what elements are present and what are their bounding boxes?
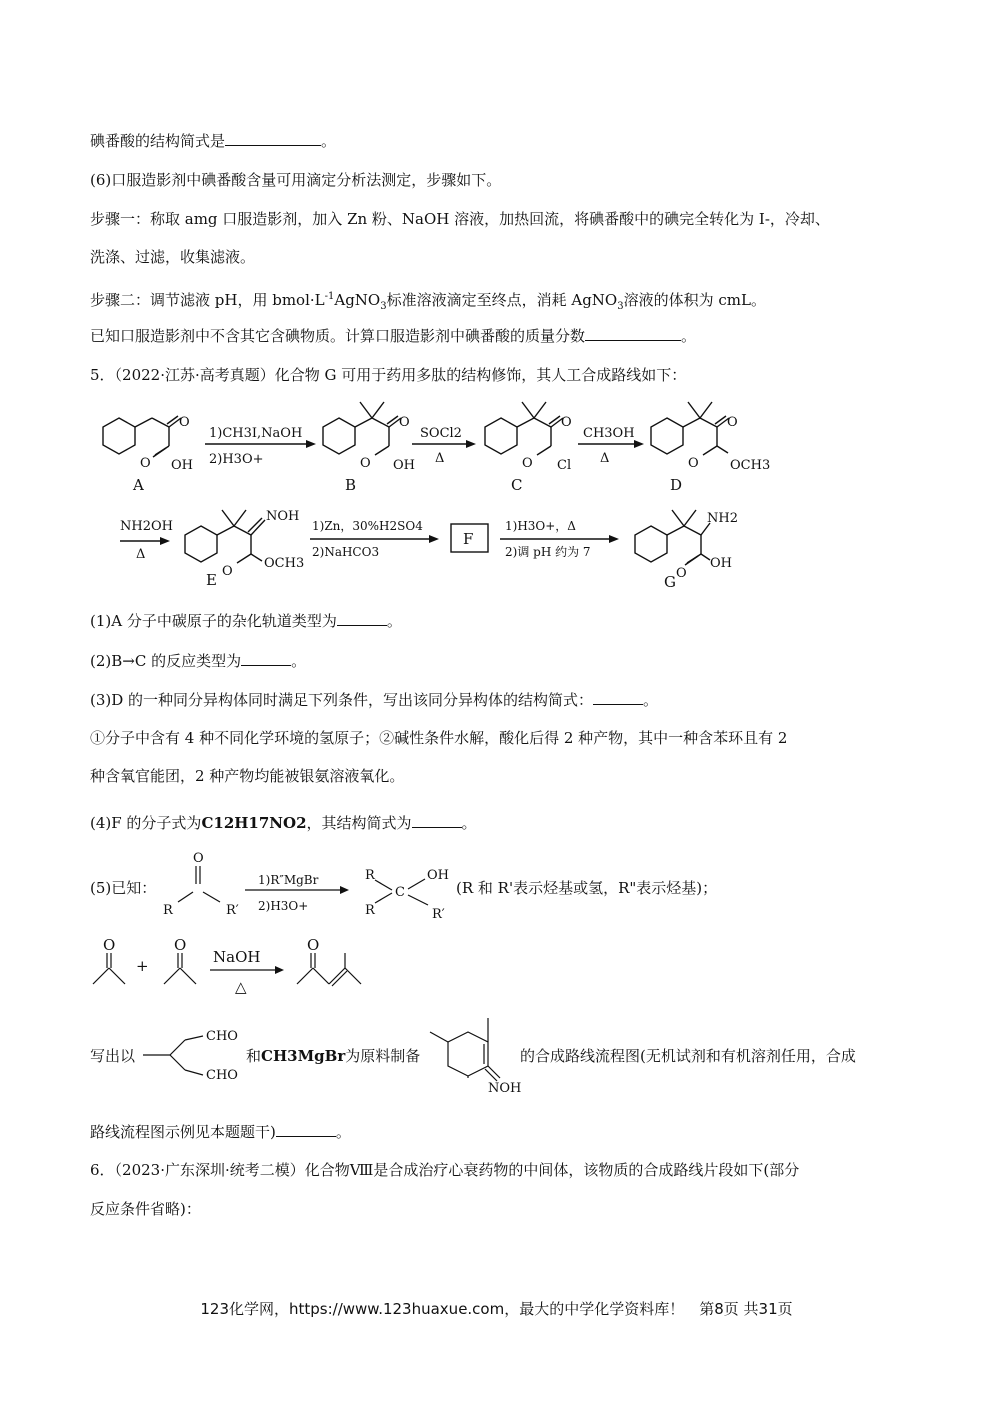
- atom-label: NH2: [707, 511, 738, 526]
- atom-label: C: [395, 885, 405, 900]
- atom-label: NOH: [266, 509, 300, 524]
- text-line: (5)已知：: [90, 879, 157, 897]
- reaction-condition: NaOH: [213, 948, 261, 966]
- text-line: 洗涤、过滤，收集滤液。: [90, 248, 256, 266]
- reaction-condition: 2)H3O+: [209, 452, 264, 467]
- text-line: (R 和 R'表示烃基或氢，R"表示烃基)；: [456, 879, 718, 897]
- plus-sign: +: [136, 957, 149, 975]
- atom-label: CHO: [206, 1068, 238, 1083]
- atom-label: OH: [710, 556, 732, 571]
- reaction-condition: △: [235, 978, 247, 996]
- text-line: ①分子中含有 4 种不同化学环境的氢原子；②碱性条件水解，酸化后得 2 种产物，其中一种含苯环且有 2: [90, 729, 788, 747]
- compound-label-e: E: [206, 571, 217, 589]
- text-line: [90, 1122, 351, 1142]
- compound-label-d: D: [670, 476, 683, 494]
- atom-label: O: [222, 564, 233, 579]
- question-6-title: 6．（2023·广东深圳·统考二模）化合物Ⅷ是合成治疗心衰药物的中间体，该物质的合成路线片段如下(部分: [90, 1161, 800, 1179]
- molecular-formula: C12H17NO2: [201, 814, 307, 832]
- line-text: ，其结构简式为: [306, 814, 412, 832]
- atom-label: O: [307, 936, 320, 954]
- text-line: 写出以: [90, 1047, 136, 1065]
- line-text: 步骤二：调节滤液 pH，用 bmol·L: [90, 291, 325, 309]
- atom-label: CHO: [206, 1029, 238, 1044]
- line-end: 。: [335, 1123, 351, 1141]
- atom-label: R: [163, 903, 173, 918]
- page-footer: 123化学网，https://www.123huaxue.com，最大的中学化学资料库！ 第8页 共31页: [200, 1300, 793, 1318]
- atom-label: OH: [427, 868, 449, 883]
- text-line: 步骤一：称取 amg 口服造影剂，加入 Zn 粉、NaOH 溶液，加热回流，将碘番酸中的碘完全转化为 I-，冷却、: [90, 210, 830, 228]
- compound-label-g: G: [664, 573, 676, 591]
- atom-label: O: [727, 415, 738, 430]
- atom-label: O: [179, 415, 190, 430]
- line-end: 。: [321, 132, 337, 150]
- line-end: 。: [681, 327, 697, 345]
- atom-label: O: [360, 456, 371, 471]
- reaction-condition: Δ: [435, 451, 445, 466]
- text-line: 的合成路线流程图(无机试剂和有机溶剂任用，合成: [520, 1047, 856, 1065]
- reaction-condition: SOCl2: [420, 426, 462, 441]
- reaction-condition: Δ: [136, 547, 146, 562]
- atom-label: O: [193, 851, 204, 866]
- molecular-formula: CH3MgBr: [261, 1047, 346, 1065]
- line-text: 碘番酸的结构简式是: [90, 132, 226, 150]
- line-text: 和: [246, 1047, 262, 1065]
- atom-label: R′: [226, 903, 239, 918]
- atom-label: Cl: [557, 458, 572, 473]
- atom-label: O: [522, 456, 533, 471]
- line-end: 。: [643, 691, 659, 709]
- subscript: 3: [380, 301, 387, 312]
- compound-label-b: B: [345, 476, 357, 494]
- atom-label: O: [399, 415, 410, 430]
- line-end: 。: [386, 612, 402, 630]
- text-line: (6)口服造影剂中碘番酸含量可用滴定分析法测定，步骤如下。: [90, 171, 502, 189]
- reaction-condition: 1)H3O+，Δ: [505, 519, 576, 533]
- atom-label: OH: [393, 458, 415, 473]
- compound-label-f: F: [463, 530, 474, 548]
- answer-blank: [412, 813, 462, 828]
- question-5-title: 5．（2022·江苏·高考真题）化合物 G 可用于药用多肽的结构修饰，其人工合成路线如下：: [90, 366, 687, 384]
- reaction-condition: Δ: [600, 451, 610, 466]
- line-text: (2)B→C 的反应类型为: [90, 652, 242, 670]
- atom-label: O: [561, 415, 572, 430]
- superscript: -1: [324, 291, 335, 302]
- reaction-condition: 1)R″MgBr: [258, 873, 319, 887]
- subscript: 3: [617, 301, 624, 312]
- text-line: [90, 813, 477, 833]
- answer-blank: [276, 1122, 336, 1137]
- atom-label: R: [365, 868, 375, 883]
- answer-blank: [337, 611, 387, 626]
- benzene-ring-a: [103, 418, 135, 454]
- line-text: (4)F 的分子式为: [90, 814, 202, 832]
- answer-blank: [241, 651, 291, 666]
- text-line: 反应条件省略)：: [90, 1200, 201, 1218]
- text-line: [90, 690, 658, 710]
- reaction-condition: 2)NaHCO3: [312, 545, 380, 559]
- line-text: 标准溶液滴定至终点，消耗 AgNO: [386, 291, 618, 309]
- line-text: AgNO: [334, 291, 381, 309]
- reaction-condition: 2)调 pH 约为 7: [505, 545, 591, 559]
- text-line: [90, 651, 306, 671]
- reaction-condition: CH3OH: [583, 426, 635, 441]
- atom-label: O: [103, 936, 116, 954]
- line-end: 。: [291, 652, 307, 670]
- line-text: 为原料制备: [345, 1047, 421, 1065]
- line-text: (3)D 的一种同分异构体同时满足下列条件，写出该同分异构体的结构简式：: [90, 691, 594, 709]
- text-line: 种含氧官能团，2 种产物均能被银氨溶液氧化。: [90, 767, 405, 785]
- atom-label: NOH: [488, 1081, 522, 1096]
- line-text: 路线流程图示例见本题题干): [90, 1123, 276, 1141]
- reaction-condition: 1)CH3I,NaOH: [209, 426, 303, 441]
- atom-label: O: [140, 456, 151, 471]
- reaction-condition: 1)Zn，30%H2SO4: [312, 519, 423, 533]
- atom-label: O: [676, 566, 687, 581]
- text-line: [246, 1046, 420, 1066]
- line-text: 已知口服造影剂中不含其它含碘物质。计算口服造影剂中碘番酸的质量分数: [90, 327, 586, 345]
- atom-label: R′: [432, 907, 445, 922]
- atom-label: OCH3: [730, 458, 771, 473]
- line-text: (1)A 分子中碳原子的杂化轨道类型为: [90, 612, 337, 630]
- atom-label: OCH3: [264, 556, 305, 571]
- atom-label: O: [174, 936, 187, 954]
- answer-blank: [593, 690, 643, 705]
- reaction-condition: 2)H3O+: [258, 899, 309, 913]
- text-line: [90, 611, 402, 631]
- atom-label: OH: [171, 458, 193, 473]
- reaction-condition: NH2OH: [120, 519, 173, 534]
- atom-label: R: [365, 903, 375, 918]
- line-text: 溶液的体积为 cmL。: [623, 291, 766, 309]
- line-end: 。: [461, 814, 477, 832]
- atom-label: O: [688, 456, 699, 471]
- compound-label-c: C: [511, 476, 523, 494]
- compound-label-a: A: [133, 476, 144, 494]
